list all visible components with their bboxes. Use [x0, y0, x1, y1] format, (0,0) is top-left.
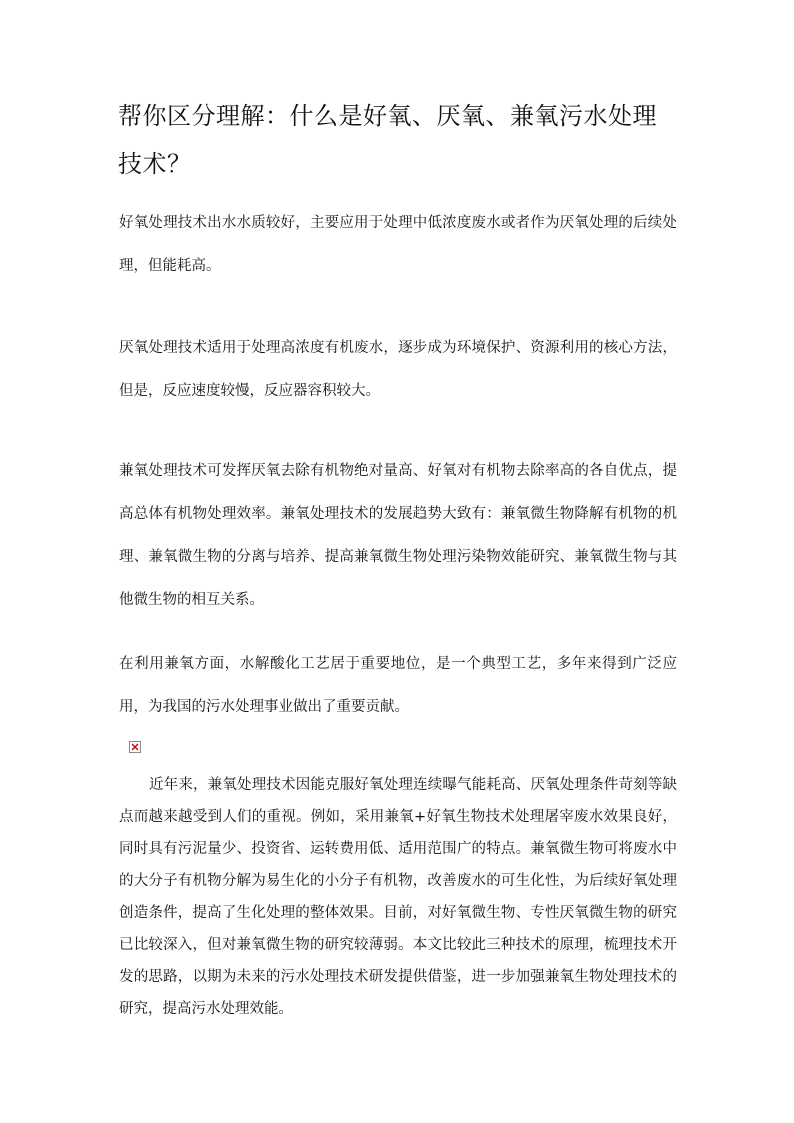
paragraph-aerobic: 好氧处理技术出水水质较好，主要应用于处理中低浓度废水或者作为厌氧处理的后续处理，但能耗高。 — [119, 215, 677, 274]
paragraph-facultative: 兼氧处理技术可发挥厌氧去除有机物绝对量高、好氧对有机物去除率高的各自优点，提高总体有机物处理效率。兼氧处理技术的发展趋势大致有：兼氧微生物降解有机物的机理、兼氧微生物的分离与培养、提高兼氧微生物处理污染物效能研究、兼氧微生物与其他微生物的相互关系。 — [119, 463, 677, 608]
paragraph-anaerobic: 厌氧处理技术适用于处理高浓度有机废水，逐步成为环境保护、资源利用的核心方法，但是，反应速度较慢，反应器容积较大。 — [119, 340, 677, 399]
paragraph-hydrolysis-acidification: 在利用兼氧方面，水解酸化工艺居于重要地位，是一个典型工艺，多年来得到广泛应用，为我国的污水处理事业做出了重要贡献。 — [119, 656, 677, 715]
broken-image-icon — [129, 741, 141, 753]
document-title: 帮你区分理解：什么是好氧、厌氧、兼氧污水处理技术？ — [118, 102, 657, 178]
paragraph-recent-development: 近年来，兼氧处理技术因能克服好氧处理连续曝气能耗高、厌氧处理条件苛刻等缺点而越来越受到人们的重视。例如，采用兼氧+好氧生物技术处理屠宰废水效果良好，同时具有污泥量少、投资省、运转费用低、适用范围广的特点。兼氧微生物可将废水中的大分子有机物分解为易生化的小分子有机物，改善废水的可生化性，为后续好氧处理创造条件，提高了生化处理的整体效果。目前，对好氧微生物、专性厌氧微生物的研究已比较深入，但对兼氧微生物的研究较薄弱。本文比较此三种技术的原理，梳理技术开发的思路，以期为未来的污水处理技术研发提供借鉴，进一步加强兼氧生物处理技术的研究，提高污水处理效能。 — [119, 777, 677, 1017]
